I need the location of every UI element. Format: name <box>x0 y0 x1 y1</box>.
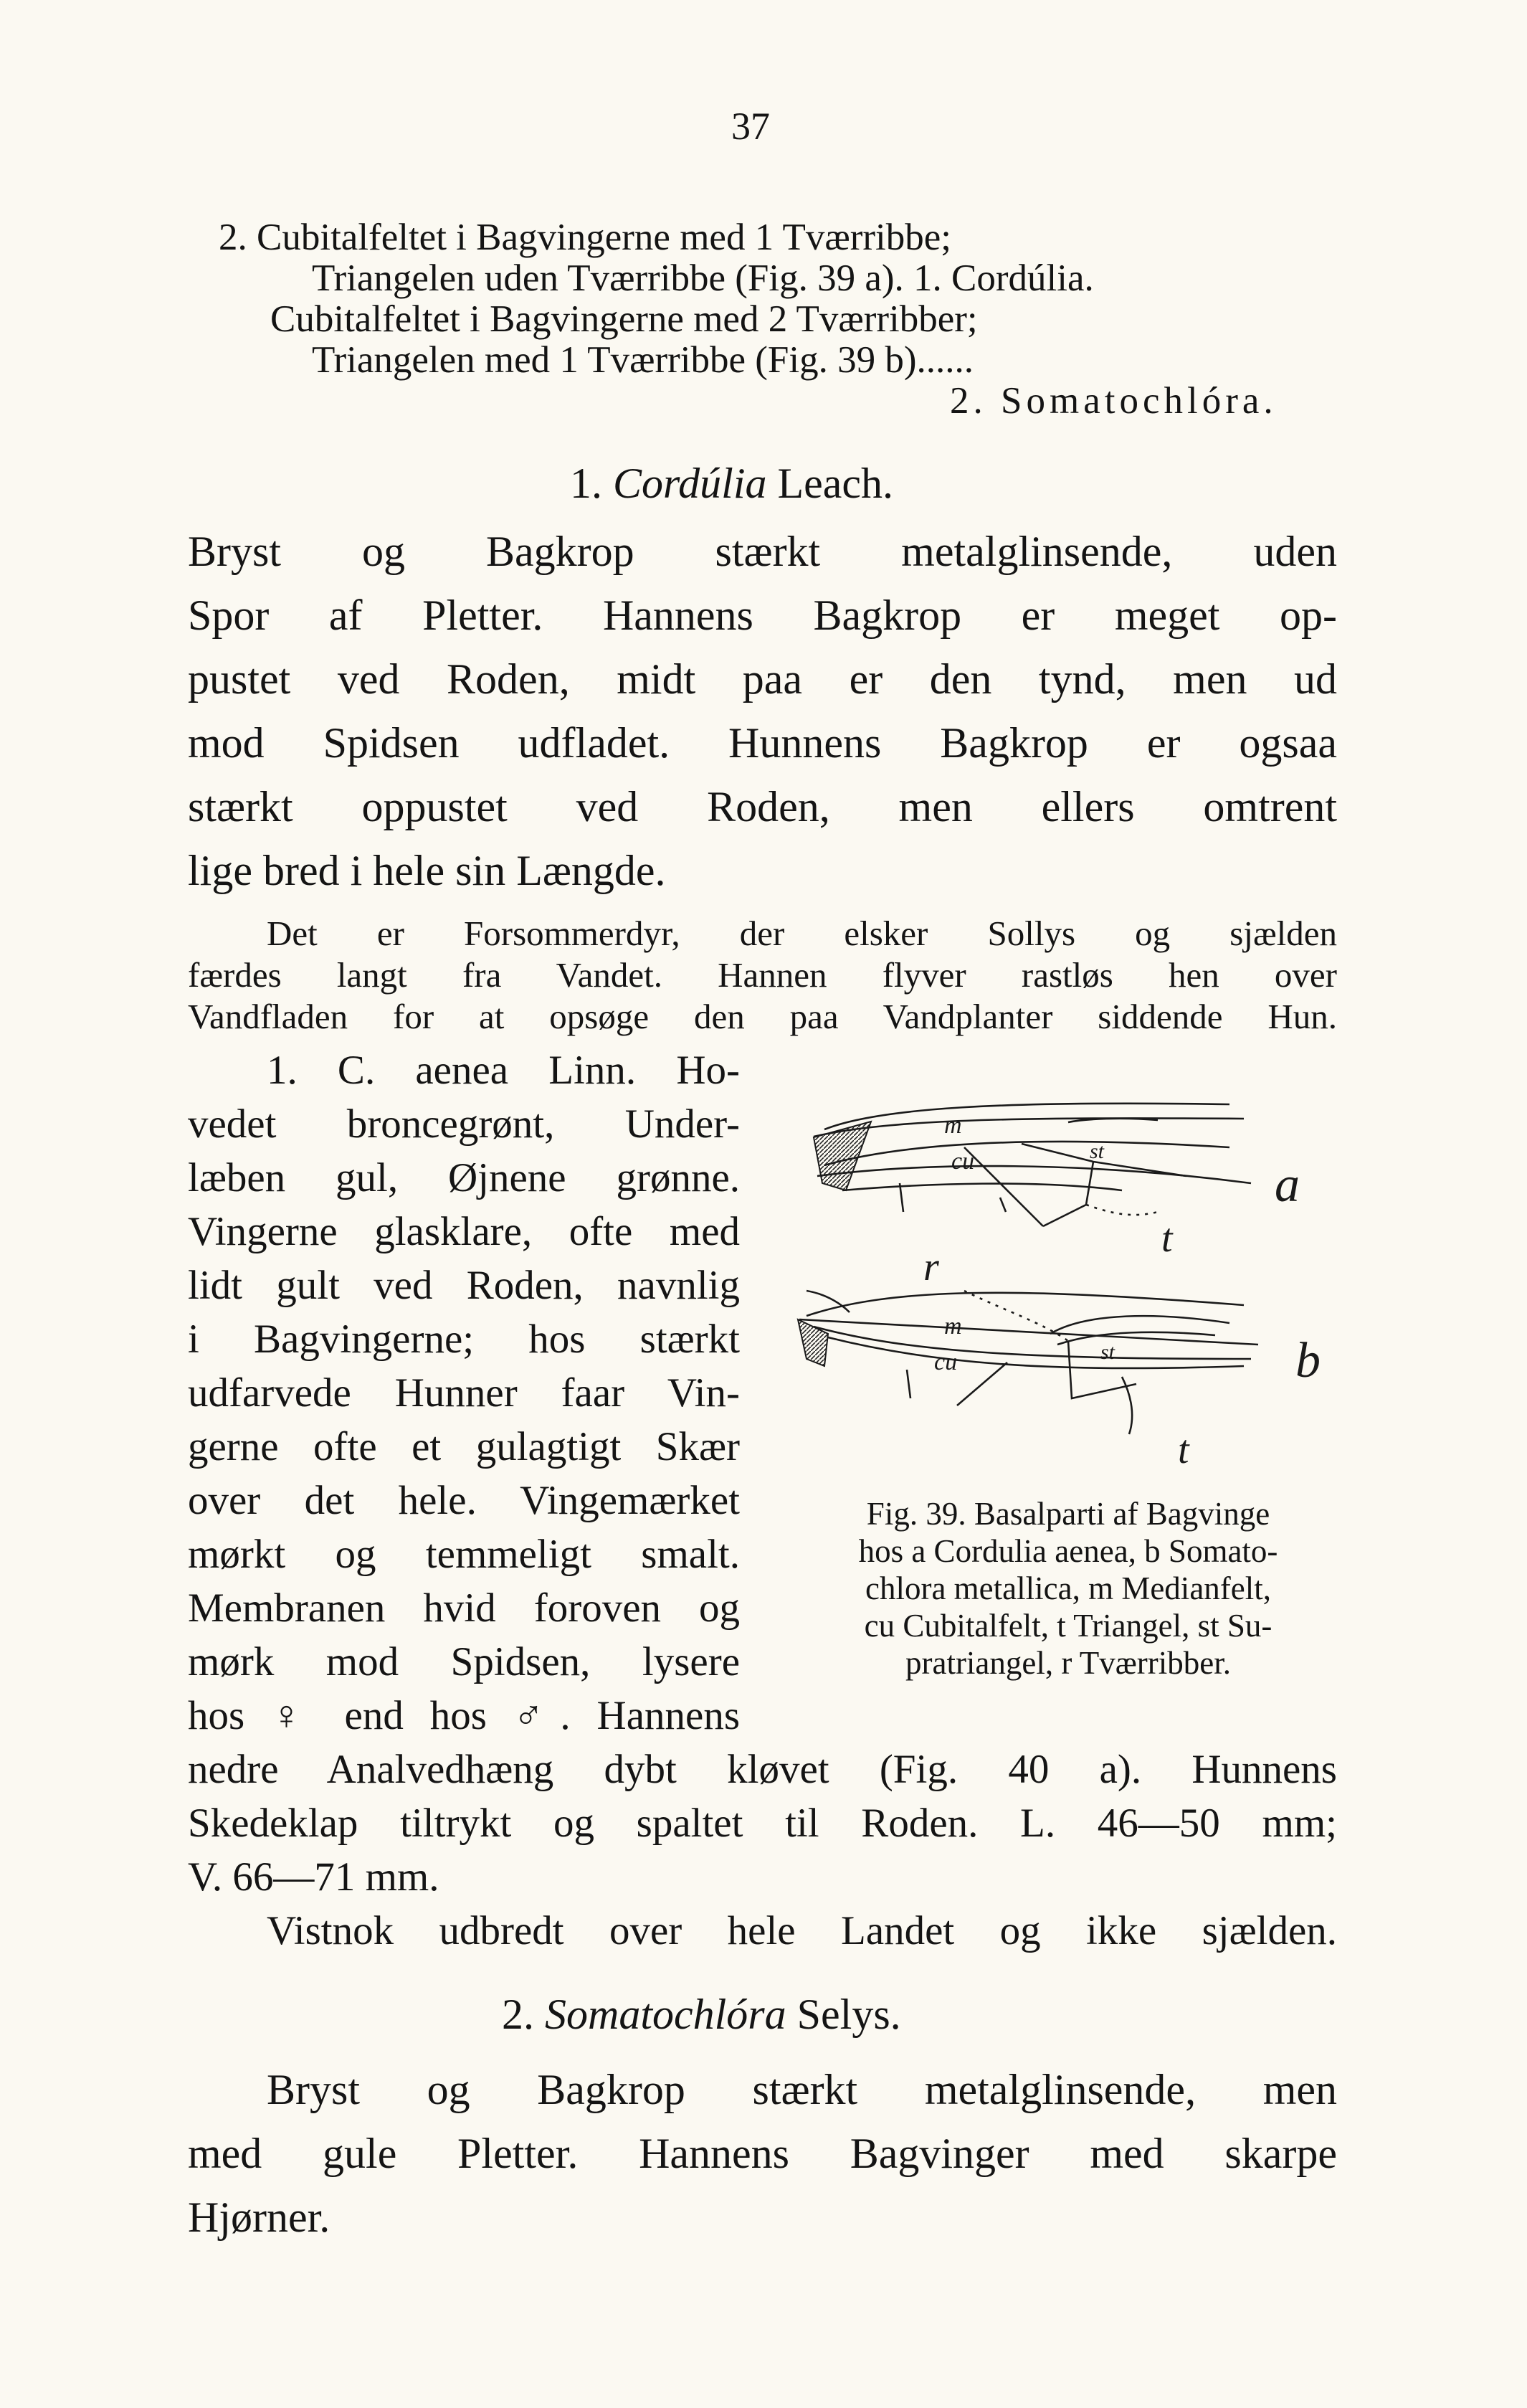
caption-line-3: chlora metallica, m Medianfelt, <box>865 1570 1271 1606</box>
genus2-number: 2. <box>502 1991 534 2038</box>
genus2-author: Selys. <box>796 1991 901 2038</box>
caption-line-4: cu Cubitalfelt, t Triangel, st Su- <box>864 1608 1272 1644</box>
wing-diagram <box>785 1076 1344 1477</box>
label-r: r <box>923 1245 939 1289</box>
genus-heading-cordulia <box>570 459 893 508</box>
species-line-7: udfarvede Hunner faar Vin- <box>188 1370 740 1416</box>
genus1-note-line-2: færdes langt fra Vandet. Hannen flyver rastløs hen over <box>188 955 1337 995</box>
key-line-3: Cubitalfeltet i Bagvingerne med 2 Tværribber; <box>270 298 978 340</box>
genus2-desc-line-1: Bryst og Bagkrop stærkt metalglinsende, men <box>267 2066 1337 2113</box>
species-full-line-1: nedre Analvedhæng dybt kløvet (Fig. 40 a). Hunnens <box>188 1747 1337 1792</box>
label-cu-a: cu <box>951 1148 975 1175</box>
species-line-8: gerne ofte et gulagtigt Skær <box>188 1424 740 1469</box>
species-line-13: hos ♀ end hos ♂. Hannens <box>188 1693 740 1738</box>
species-full-line-2: Skedeklap tiltrykt og spaltet til Roden. L. 46—50 mm; <box>188 1801 1337 1846</box>
species-line-6: i Bagvingerne; hos stærkt <box>188 1317 740 1362</box>
genus1-desc-line-1: Bryst og Bagkrop stærkt metalglinsende, uden <box>188 528 1337 575</box>
genus2-desc-line-3: Hjørner. <box>188 2194 330 2241</box>
genus-heading-somatochlora <box>502 1990 901 2039</box>
label-m-b: m <box>944 1313 962 1340</box>
label-cu-b: cu <box>934 1349 958 1375</box>
genus1-desc-line-3: pustet ved Roden, midt paa er den tynd, men ud <box>188 655 1337 703</box>
wing-a-diagram <box>814 1104 1251 1226</box>
genus-number: 1. <box>570 460 602 507</box>
species-line-10: mørkt og temmeligt smalt. <box>188 1532 740 1577</box>
genus1-desc-line-5: stærkt oppustet ved Roden, men ellers omtrent <box>188 783 1337 830</box>
species-line-4: Vingerne glasklare, ofte med <box>188 1209 740 1254</box>
species-line-5: lidt gult ved Roden, navnlig <box>188 1263 740 1308</box>
label-a: a <box>1275 1157 1300 1213</box>
species-line-3: læben gul, Øjnene grønne. <box>188 1155 740 1200</box>
caption-line-2: hos a Cordulia aenea, b Somato- <box>858 1533 1278 1569</box>
genus-name: Cordúlia <box>613 460 767 507</box>
genus2-desc-line-2: med gule Pletter. Hannens Bagvinger med skarpe <box>188 2130 1337 2177</box>
wing-b-diagram <box>799 1291 1258 1434</box>
label-st-b: st <box>1100 1340 1115 1364</box>
key-line-4: Triangelen med 1 Tværribbe (Fig. 39 b)...... <box>312 339 974 381</box>
label-t-b: t <box>1178 1428 1189 1472</box>
species-distribution: Vistnok udbredt over hele Landet og ikke sjælden. <box>267 1908 1337 1953</box>
caption-line-5: pratriangel, r Tværribber. <box>905 1645 1232 1681</box>
species-line-11: Membranen hvid foroven og <box>188 1585 740 1631</box>
figure-caption <box>785 1495 1351 1682</box>
label-st-a: st <box>1090 1139 1105 1163</box>
genus1-note-line-3: Vandfladen for at opsøge den paa Vandplanter siddende Hun. <box>188 997 1337 1036</box>
species-line-9: over det hele. Vingemærket <box>188 1478 740 1523</box>
species-line-12: mørk mod Spidsen, lysere <box>188 1639 740 1684</box>
genus1-desc-line-2: Spor af Pletter. Hannens Bagkrop er meget op- <box>188 592 1337 639</box>
species-full-line-3: V. 66—71 mm. <box>188 1854 439 1900</box>
species-line-2: vedet broncegrønt, Under- <box>188 1101 740 1147</box>
genus1-desc-line-4: mod Spidsen udfladet. Hunnens Bagkrop er ogsaa <box>188 719 1337 767</box>
label-m-a: m <box>944 1112 962 1139</box>
genus2-name: Somatochlóra <box>545 1991 786 2038</box>
label-t-a: t <box>1161 1216 1173 1261</box>
genus-author: Leach. <box>777 460 894 507</box>
genus1-desc-line-6: lige bred i hele sin Længde. <box>188 847 666 894</box>
key-line-2: Triangelen uden Tværribbe (Fig. 39 a). 1. Cordúlia. <box>312 257 1094 299</box>
species-line-1: 1. C. aenea Linn. Ho- <box>267 1048 740 1093</box>
figure-39 <box>785 1076 1344 1481</box>
genus1-note-line-1: Det er Forsommerdyr, der elsker Sollys og sjælden <box>267 914 1337 953</box>
key-line-1: 2. Cubitalfeltet i Bagvingerne med 1 Tværribbe; <box>219 217 951 258</box>
label-b: b <box>1295 1333 1321 1388</box>
page-number: 37 <box>731 105 770 148</box>
caption-line-1: Fig. 39. Basalparti af Bagvinge <box>866 1496 1270 1532</box>
key-line-5: 2. Somatochlóra. <box>950 380 1278 422</box>
wing-b-hatch <box>798 1319 828 1366</box>
